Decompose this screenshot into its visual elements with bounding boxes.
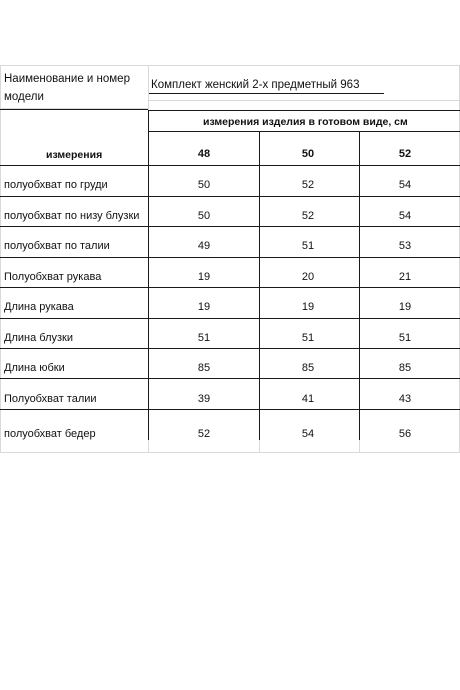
- row-value: 54: [398, 210, 412, 222]
- table-border: [0, 318, 460, 319]
- gridline: [148, 440, 149, 453]
- row-value: 51: [301, 240, 315, 252]
- row-value: 21: [398, 271, 412, 283]
- gridline: [0, 65, 1, 453]
- table-border: [359, 131, 360, 440]
- table-border: [0, 196, 460, 197]
- size-48-header: 48: [197, 148, 211, 160]
- row-label: полуобхват по низу блузки: [4, 210, 140, 222]
- table-border: [148, 110, 460, 111]
- row-value: 54: [398, 179, 412, 191]
- row-value: 19: [301, 301, 315, 313]
- gridline: [148, 65, 149, 110]
- row-value: 19: [197, 301, 211, 313]
- row-value: 39: [197, 393, 211, 405]
- size-52-header: 52: [398, 148, 412, 160]
- row-value: 54: [301, 428, 315, 440]
- row-value: 85: [197, 362, 211, 374]
- row-value: 41: [301, 393, 315, 405]
- table-border: [259, 131, 260, 440]
- row-label: Длина юбки: [4, 362, 65, 374]
- row-value: 43: [398, 393, 412, 405]
- table-border: [148, 110, 149, 440]
- gridline: [359, 440, 360, 453]
- row-value: 52: [301, 179, 315, 191]
- gridline: [259, 440, 260, 453]
- model-name: Комплект женский 2-х предметный 963: [151, 79, 360, 91]
- row-value: 56: [398, 428, 412, 440]
- row-label: Длина рукава: [4, 301, 74, 313]
- row-label: полуобхват бедер: [4, 428, 96, 440]
- row-label: полуобхват по талии: [4, 240, 110, 252]
- row-value: 85: [398, 362, 412, 374]
- table-border: [0, 378, 460, 379]
- row-value: 20: [301, 271, 315, 283]
- row-value: 49: [197, 240, 211, 252]
- table-border: [0, 226, 460, 227]
- size-50-header: 50: [301, 148, 315, 160]
- table-border: [148, 131, 460, 132]
- table-border: [0, 257, 460, 258]
- row-value: 53: [398, 240, 412, 252]
- row-value: 19: [398, 301, 412, 313]
- row-value: 50: [197, 210, 211, 222]
- table-border: [0, 165, 460, 166]
- gridline: [148, 100, 460, 101]
- row-value: 85: [301, 362, 315, 374]
- row-value: 51: [301, 332, 315, 344]
- row-value: 52: [197, 428, 211, 440]
- row-value: 52: [301, 210, 315, 222]
- row-value: 51: [197, 332, 211, 344]
- row-header: измерения: [46, 149, 103, 161]
- row-value: 19: [197, 271, 211, 283]
- row-label: полуобхват по груди: [4, 179, 108, 191]
- row-label: Полуобхват рукава: [4, 271, 102, 283]
- gridline: [0, 452, 460, 453]
- row-label: Длина блузки: [4, 332, 73, 344]
- row-value: 50: [197, 179, 211, 191]
- table-border: [0, 409, 460, 410]
- table-border: [0, 348, 460, 349]
- row-label: Полуобхват талии: [4, 393, 97, 405]
- row-value: 51: [398, 332, 412, 344]
- model-label: Наименование и номер модели: [4, 73, 130, 103]
- table-border: [0, 109, 148, 110]
- model-underline: [149, 93, 384, 94]
- group-header: измерения изделия в готовом виде, см: [203, 116, 408, 128]
- table-border: [0, 287, 460, 288]
- gridline: [0, 65, 460, 66]
